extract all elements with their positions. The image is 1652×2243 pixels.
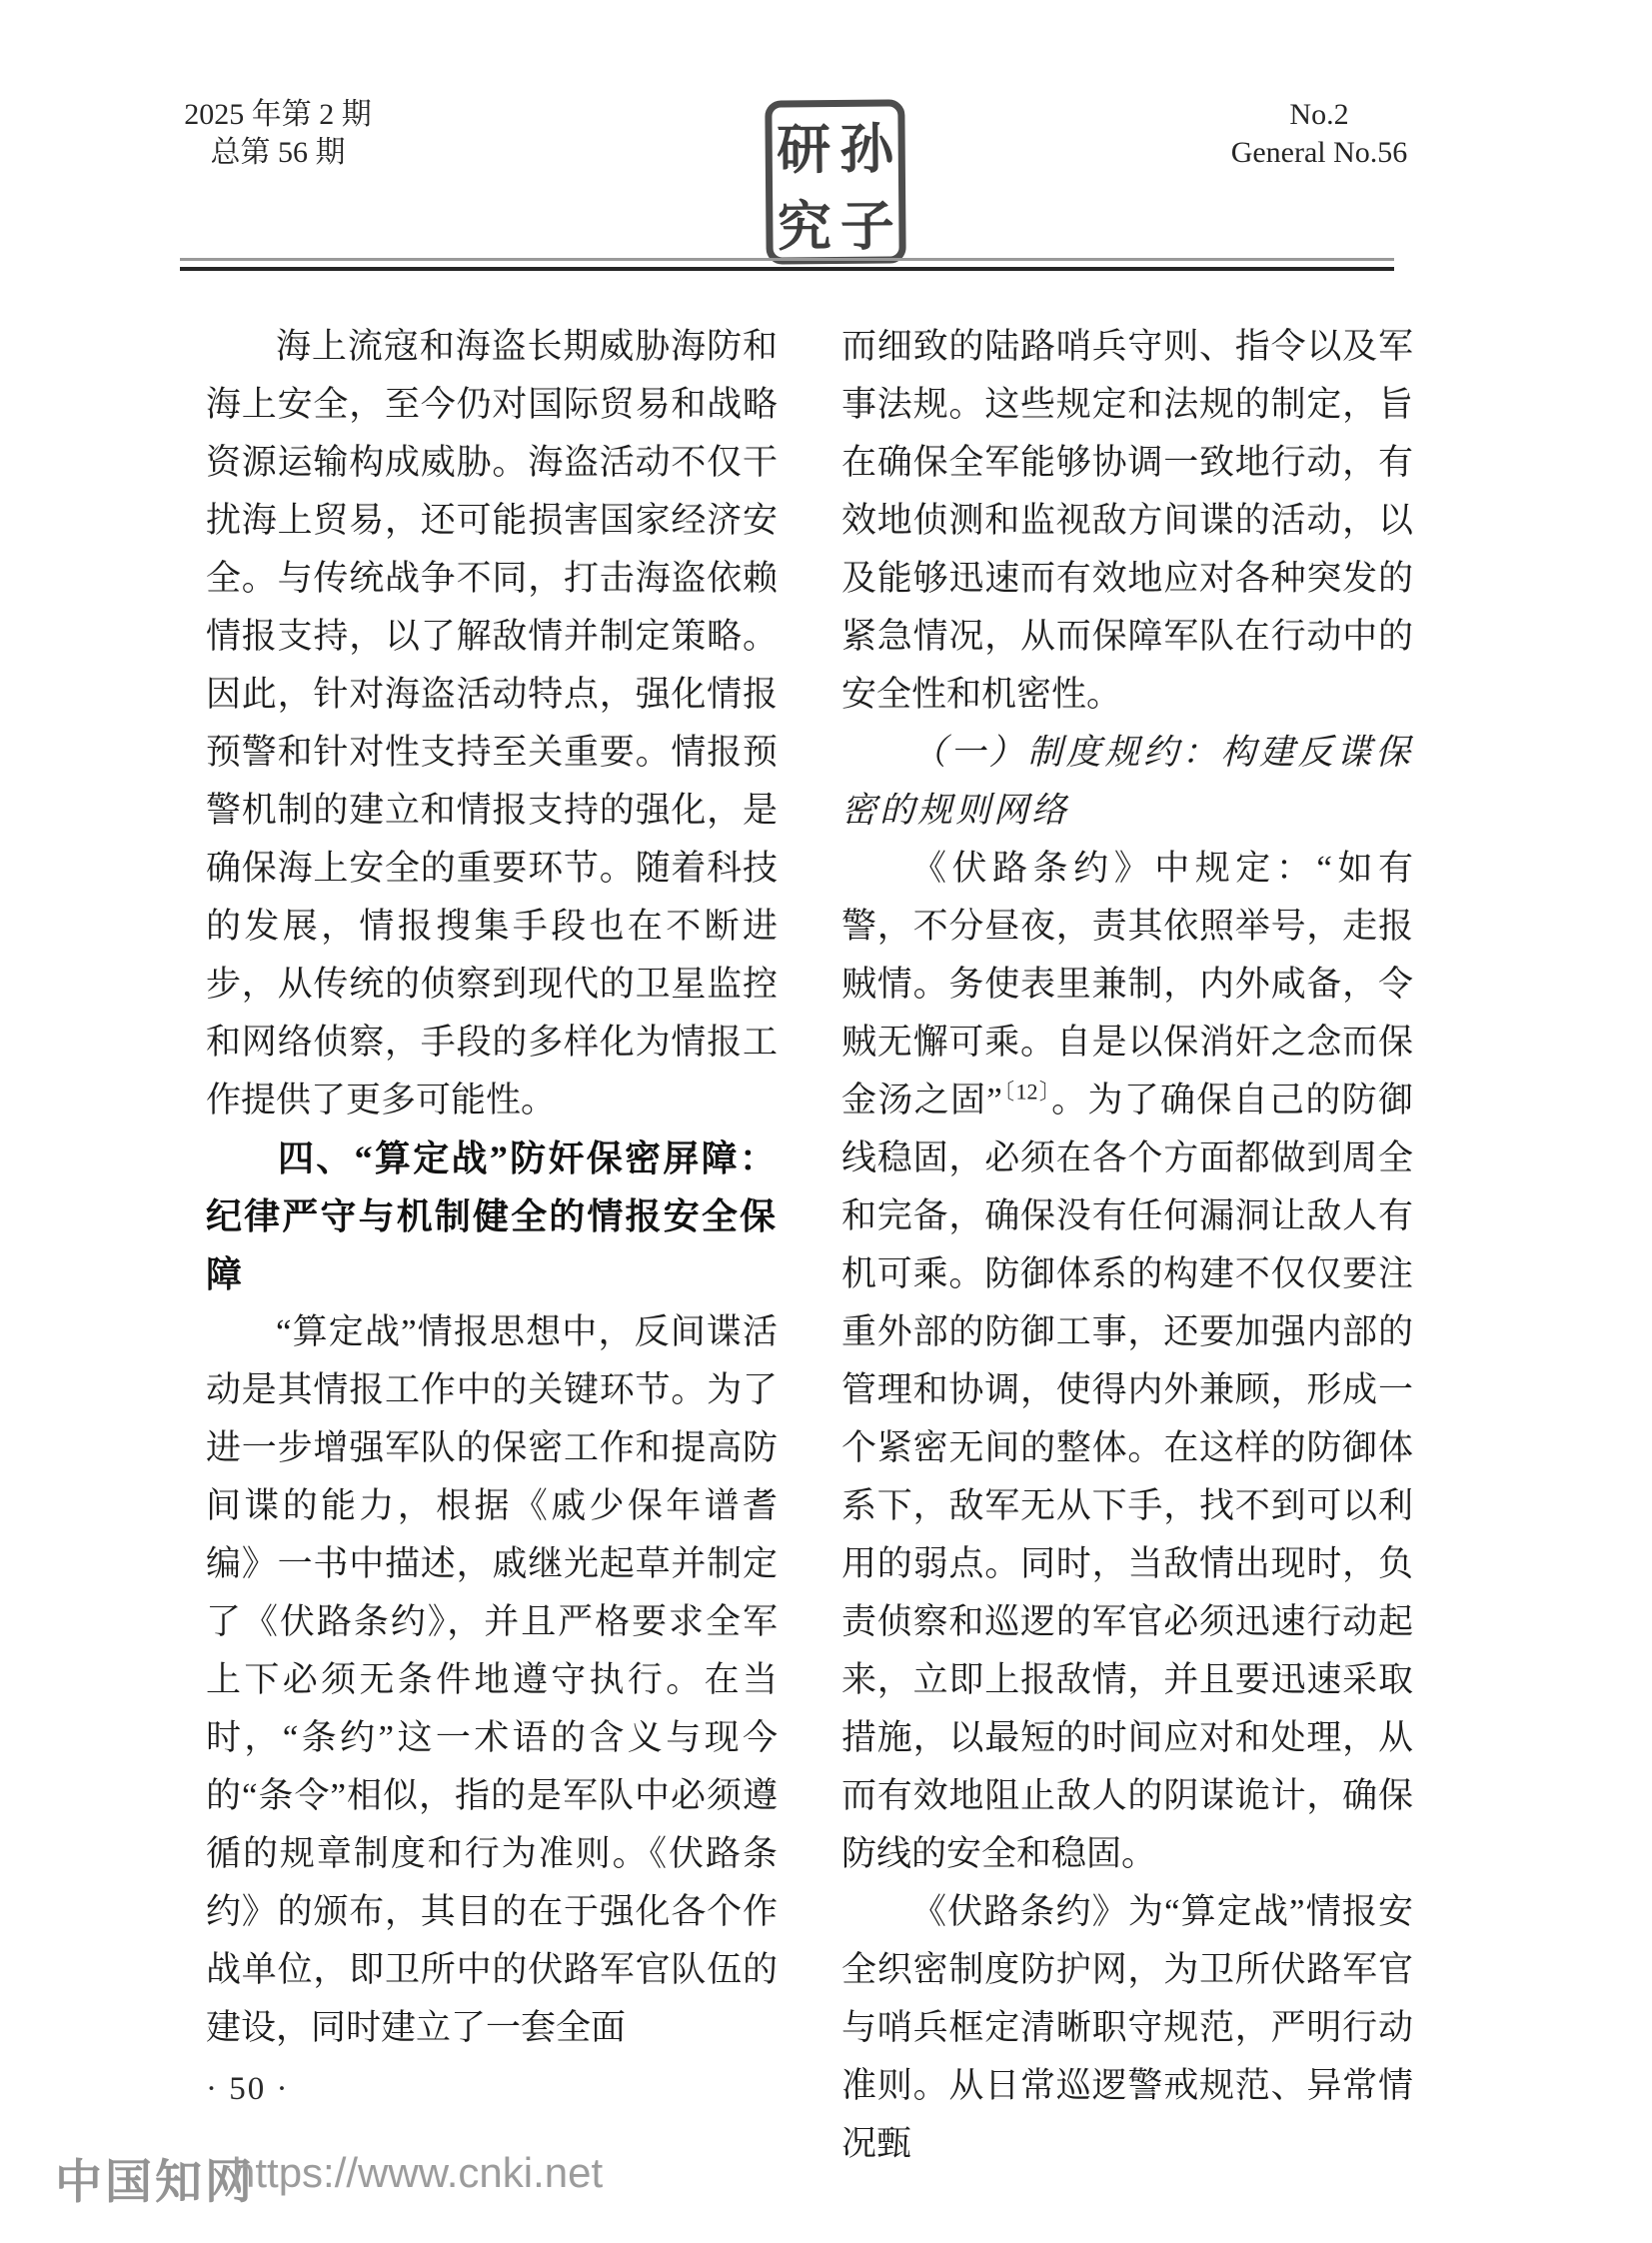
paragraph-fulutiaoyue-origin: “算定战”情报思想中，反间谍活动是其情报工作中的关键环节。为了进一步增强军队的保密工作和提高防间谍的能力，根据《戚少保年谱耆编》一书中描述，戚继光起草并制定了《伏路条约》，并且严格要求全军上下必须无条件地遵守执行。在当时，“条约”这一术语的含义与现今的“条令”相似，指的是军队中必须遵循的规章制度和行为准则。《伏路条约》的颁布，其目的在于强化各个作战单位，即卫所中的伏路军官队伍的建设，同时建立了一套全面 xyxy=(206,1312,778,2047)
page-number: · 50 · xyxy=(206,2071,290,2107)
paragraph-sentry-rules: 而细致的陆路哨兵守则、指令以及军事法规。这些规定和法规的制定，旨在确保全军能够协调一致地行动，有效地侦测和监视敌方间谍的活动，以及能够迅速而有效地应对各种突发的紧急情况，从而保障军队在行动中的安全性和机密性。 xyxy=(841,327,1413,714)
paragraph-quote-defense xyxy=(841,840,1413,1883)
issue-total-en: General No.56 xyxy=(1230,136,1408,169)
seal-char-top-left: 研 xyxy=(776,120,831,181)
seal-char-bottom-left: 究 xyxy=(777,197,832,258)
quote-text: 《伏路条约》中规定：“如有警，不分昼夜，责其依照举号，走报贼情。务使表里兼制，内外咸备，令贼无懈可乘。自是以保消奸之念而保金汤之固” xyxy=(841,849,1413,1120)
paragraph-piracy-threat: 海上流寇和海盗长期威胁海防和海上安全，至今仍对国际贸易和战略资源运输构成威胁。海盗活动不仅干扰海上贸易，还可能损害国家经济安全。与传统战争不同，打击海盗依赖情报支持，以了解敌情并制定策略。因此，针对海盗活动特点，强化情报预警和针对性支持至关重要。情报预警机制的建立和情报支持的强化，是确保海上安全的重要环节。随着科技的发展，情报搜集手段也在不断进步，从传统的侦察到现代的卫星监控和网络侦察，手段的多样化为情报工作提供了更多可能性。 xyxy=(206,327,778,1120)
issue-total-cn: 总第 56 期 xyxy=(210,136,346,169)
issue-info-en xyxy=(1204,96,1434,172)
seal-char-top-right: 孙 xyxy=(838,119,894,180)
cnki-brand-label: 中国知网 xyxy=(55,2155,255,2208)
issue-info-cn xyxy=(158,96,398,172)
cnki-url: https://www.cnki.net xyxy=(232,2149,604,2196)
journal-seal-stamp xyxy=(765,99,905,264)
footnote-marker-12: 〔12〕 xyxy=(1001,1079,1052,1105)
issue-number-en: No.2 xyxy=(1289,98,1349,131)
subsection-heading-1: （一）制度规约：构建反谍保密的规则网络 xyxy=(841,733,1413,830)
section-heading-4: 四、“算定战”防奸保密屏障：纪律严守与机制健全的情报安全保障 xyxy=(206,1138,778,1294)
issue-number-cn: 2025 年第 2 期 xyxy=(184,98,372,131)
paragraph-protection-net: 《伏路条约》为“算定战”情报安全织密制度防护网，为卫所伏路军官与哨兵框定清晰职守规范，严明行动准则。从日常巡逻警戒规范、异常情况甄 xyxy=(841,1892,1413,2163)
seal-char-bottom-right: 子 xyxy=(839,196,895,257)
quote-continuation: 。为了确保自己的防御线稳固，必须在各个方面都做到周全和完备，确保没有任何漏洞让敌人有机可乘。防御体系的构建不仅仅要注重外部的防御工事，还要加强内部的管理和协调，使得内外兼顾，形成一个紧密无间的整体。在这样的防御体系下，敌军无从下手，找不到可以利用的弱点。同时，当敌情出现时，负责侦察和巡逻的军官必须迅速行动起来，立即上报敌情，并且要迅速采取措施，以最短的时间应对和处理，从而有效地阻止敌人的阴谋诡计，确保防线的安全和稳固。 xyxy=(841,1081,1413,1873)
text-column-right xyxy=(841,318,1413,2173)
text-column-left xyxy=(206,318,778,2057)
header-divider-rule xyxy=(180,258,1394,271)
